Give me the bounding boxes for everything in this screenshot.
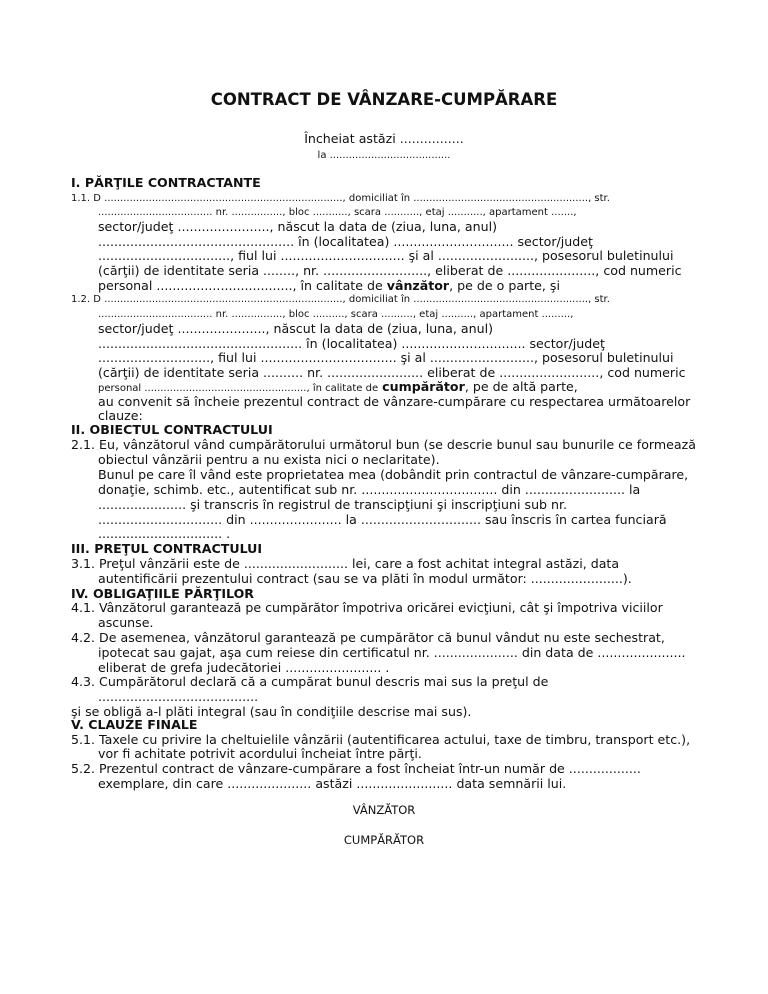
object-line: ............................... din ....................... la .............................. sau înscris în cartea funciară [98,512,667,527]
obligation-line: ipotecat sau gajat, aşa cum reiese din certificatul nr. ..................... din data de ...................... [98,645,686,660]
price-line: 3.1. Preţul vânzării este de .......................... lei, care a fost achitat integral astăzi, data [71,556,620,571]
party1-line: ................................................. în (localitatea) .............................. sector/judeţ [98,234,593,249]
section-heading-price: III. PREŢUL CONTRACTULUI [71,541,263,556]
obligation-line: 4.2. De asemenea, vânzătorul garantează pe cumpărător că bunul vândut nu este sechestrat, [71,630,665,645]
party2-line: ............................, fiul lui .................................. şi al .........................., posesorul buletinului [98,350,674,365]
place-line: la ...................................... [317,150,451,161]
section-heading-object: II. OBIECTUL CONTRACTULUI [71,422,273,437]
object-line: Bunul pe care îl vând este proprietatea mea (dobândit prin contractul de vânzare-cumpărare, [98,467,689,482]
final-clause-line: 5.2. Prezentul contract de vânzare-cumpărare a fost încheiat într-un număr de .................. [71,761,641,776]
object-line: 2.1. Eu, vânzătorul vând cumpărătorului următorul bun (se descrie bunul sau bunurile ce formează [71,437,696,452]
buyer-role: cumpărător [382,379,465,394]
personal-code-text: personal ..................................................., în calitate de [98,383,379,394]
agreement-line: au convenit să încheie prezentul contract de vânzare-cumpărare cu respectarea următoarelor [98,394,691,409]
final-clause-line: 5.1. Taxele cu privire la cheltuielile vânzării (autentificarea actului, taxe de timbru, transport etc.), [71,732,691,747]
party1-line: ................................., fiul lui ............................... şi al ........................, posesorul buletinului [98,248,674,263]
concluded-today-line: Încheiat astăzi ................ [304,131,464,146]
party1-line: sector/judeţ ......................., născut la data de (ziua, luna, anul) [98,219,497,234]
section-heading-parties: I. PĂRŢILE CONTRACTANTE [71,175,261,190]
final-clause-line: vor fi achitate potrivit acordului încheiat între părţi. [98,746,422,761]
obligation-line: 4.3. Cumpărătorul declară că a cumpărat bunul descris mai sus la preţul de [71,674,549,689]
agreement-line: clauze: [98,408,143,423]
seller-role: vânzător [386,278,450,293]
obligation-line: eliberat de grefa judecătoriei ........................ . [98,660,390,675]
object-line: ...................... şi transcris în registrul de transcipţiuni şi inscripţiuni sub nr. [98,497,568,512]
party2-line: 1.2. D ..........................................................................., domiciliat în ......................................................., str. [71,294,610,305]
document-title: CONTRACT DE VÂNZARE-CUMPĂRARE [210,90,558,109]
party1-line [98,278,560,293]
object-line: ............................... . [98,526,231,541]
obligation-line: şi se obligă a-l plăti integral (sau în condiţiile descrise mai sus). [71,704,472,719]
party1-suffix: , pe de o parte, şi [449,278,560,293]
seller-signature-label: VÂNZĂTOR [352,803,416,817]
personal-code-text: personal .................................., în calitate de [98,278,383,293]
obligation-line: 4.1. Vânzătorul garantează pe cumpărător împotriva oricărei evicţiuni, cât şi împotriva viciilor [71,600,663,615]
party2-line: (cărţii) de identitate seria .......... nr. ........................ eliberat de ........................., cod numeric [98,365,686,380]
buyer-signature-label: CUMPĂRĂTOR [343,833,425,847]
party2-line: .................................... nr. ................, bloc .........., scara .........., etaj .........., apartament ........., [98,309,574,320]
party2-line: sector/judeţ ......................, născut la data de (ziua, luna, anul) [98,321,493,336]
obligation-line: ascunse. [98,615,154,630]
party1-line: .................................... nr. ................, bloc ..........., scara ..........., etaj ..........., apartament ......., [98,207,577,218]
party2-suffix: , pe de altă parte, [464,379,578,394]
price-line: autentificării prezentului contract (sau se va plăti în modul următor: .......................). [98,571,632,586]
section-heading-obligations: IV. OBLIGAŢIILE PĂRŢILOR [71,586,255,601]
party1-line: (cărţii) de identitate seria ........, nr. .........................., eliberat de ......................, cod numeric [98,263,682,278]
obligation-line: ........................................ [98,689,259,704]
party1-line: 1.1. D ..........................................................................., domiciliat în ......................................................., str. [71,193,610,204]
final-clause-line: exemplare, din care ..................... astăzi ........................ data semnării lui. [98,776,567,791]
section-heading-final: V. CLAUZE FINALE [71,717,198,732]
party2-line: ................................................... în (localitatea) ............................... sector/judeţ [98,336,605,351]
object-line: donaţie, schimb. etc., autentificat sub nr. .................................. din ......................... la [98,482,641,497]
object-line: obiectul vânzării pentru a nu exista nici o neclaritate). [98,452,440,467]
